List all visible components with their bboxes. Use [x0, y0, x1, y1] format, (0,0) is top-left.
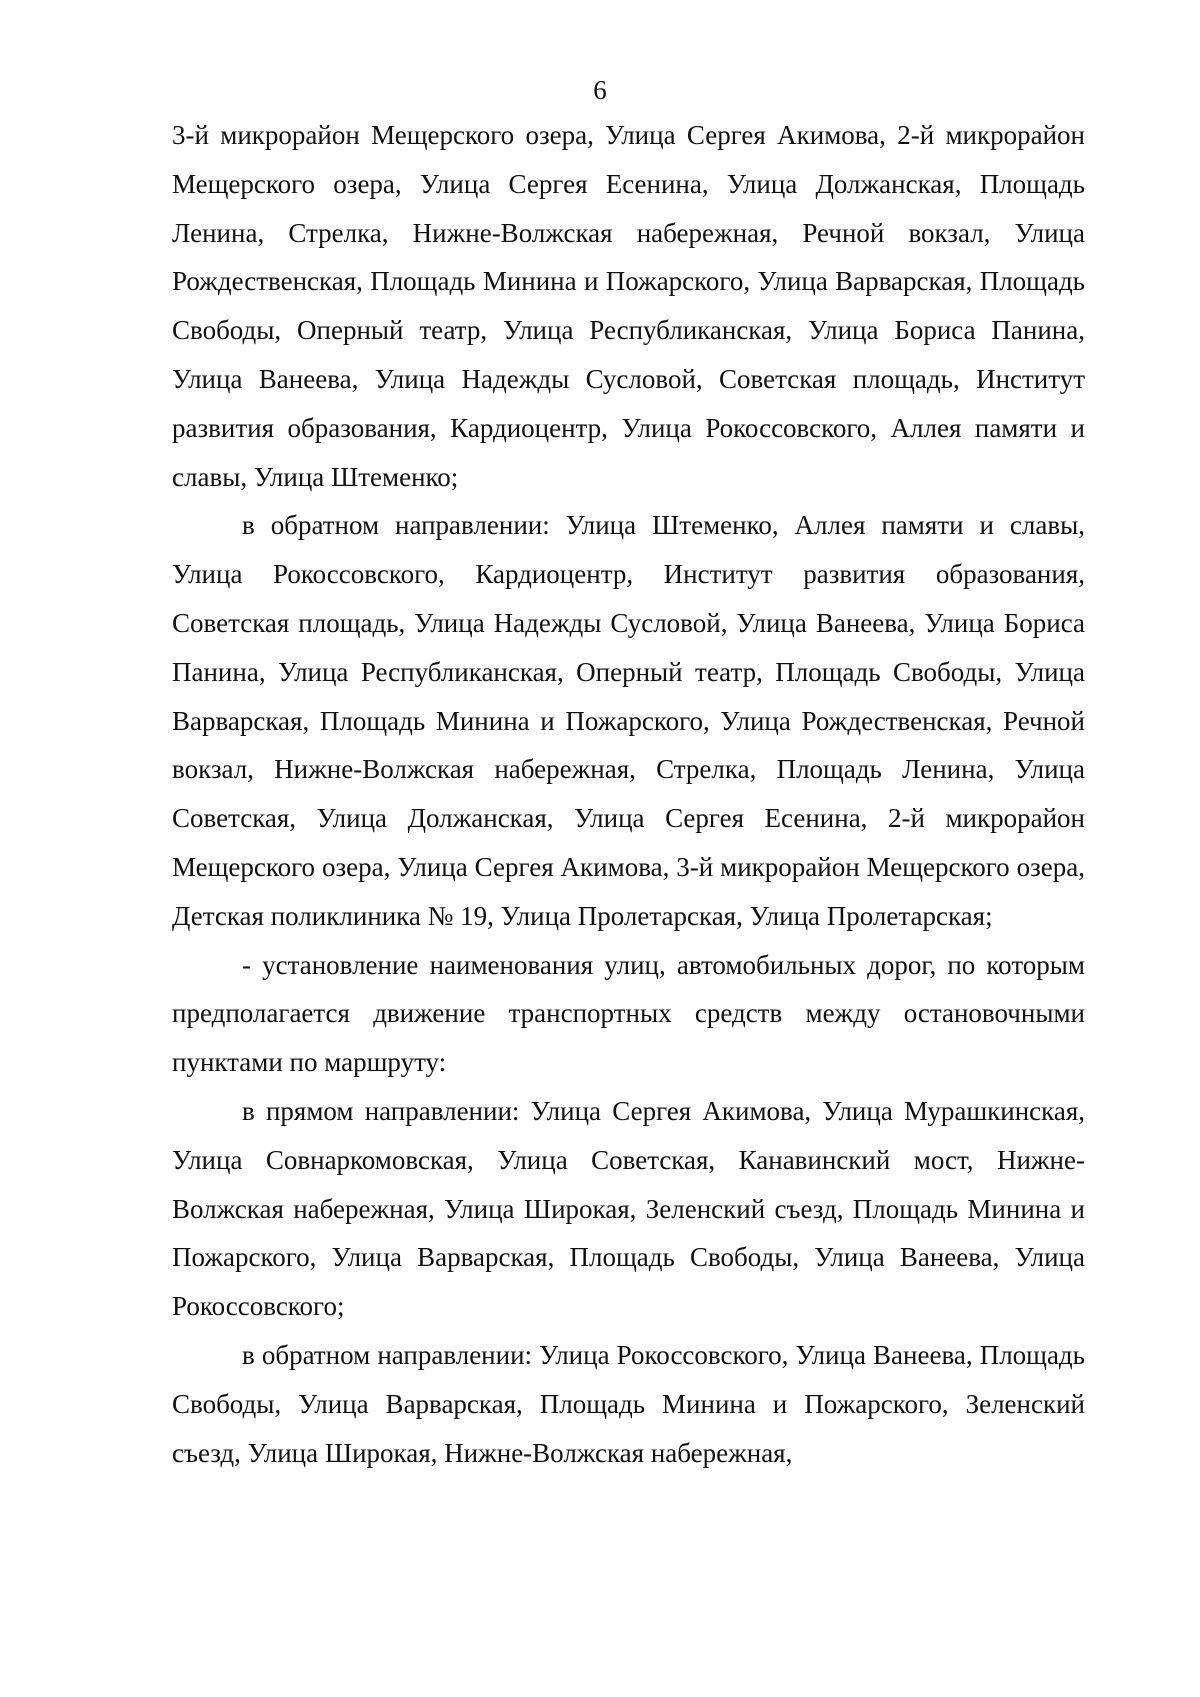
- paragraph-street-names-item: - установление наименования улиц, автомобильных дорог, по которым предполагается движение транспортных средств между остановочными пунктами по маршруту:: [172, 949, 1085, 1078]
- paragraph-reverse-streets: в обратном направлении: Улица Рокоссовского, Улица Ванеева, Площадь Свободы, Улица Варварская, Площадь Минина и Пожарского, Зеленский съезд, Улица Широкая, Нижне-Волжская набережная,: [172, 1339, 1085, 1468]
- paragraph-reverse-stops: в обратном направлении: Улица Штеменко, Аллея памяти и славы, Улица Рокоссовского, Кардиоцентр, Институт развития образования, Советская площадь, Улица Надежды Сусловой, Улица Ванеева, Улица Бориса Панина, Улица Республиканская, Оперный театр, Площадь Свободы, Улица Варварская, Площадь Минина и Пожарского, Улица Рождественская, Речной вокзал, Нижне-Волжская набережная, Стрелка, Площадь Ленина, Улица Советская, Улица Должанская, Улица Сергея Есенина, 2-й микрорайон Мещерского озера, Улица Сергея Акимова, 3-й микрорайон Мещерского озера, Детская поликлиника № 19, Улица Пролетарская, Улица Пролетарская;: [172, 510, 1085, 931]
- page-number: 6: [593, 75, 607, 105]
- document-body: [172, 111, 1085, 1477]
- paragraph-forward-streets: в прямом направлении: Улица Сергея Акимова, Улица Мурашкинская, Улица Совнаркомовская, Улица Советская, Канавинский мост, Нижне-Волжская набережная, Улица Широкая, Зеленский съезд, Площадь Минина и Пожарского, Улица Варварская, Площадь Свободы, Улица Ванеева, Улица Рокоссовского;: [172, 1095, 1085, 1322]
- paragraph-forward-stops: 3-й микрорайон Мещерского озера, Улица Сергея Акимова, 2-й микрорайон Мещерского озера, Улица Сергея Есенина, Улица Должанская, Площадь Ленина, Стрелка, Нижне-Волжская набережная, Речной вокзал, Улица Рождественская, Площадь Минина и Пожарского, Улица Варварская, Площадь Свободы, Оперный театр, Улица Республиканская, Улица Бориса Панина, Улица Ванеева, Улица Надежды Сусловой, Советская площадь, Институт развития образования, Кардиоцентр, Улица Рокоссовского, Аллея памяти и славы, Улица Штеменко;: [172, 120, 1085, 492]
